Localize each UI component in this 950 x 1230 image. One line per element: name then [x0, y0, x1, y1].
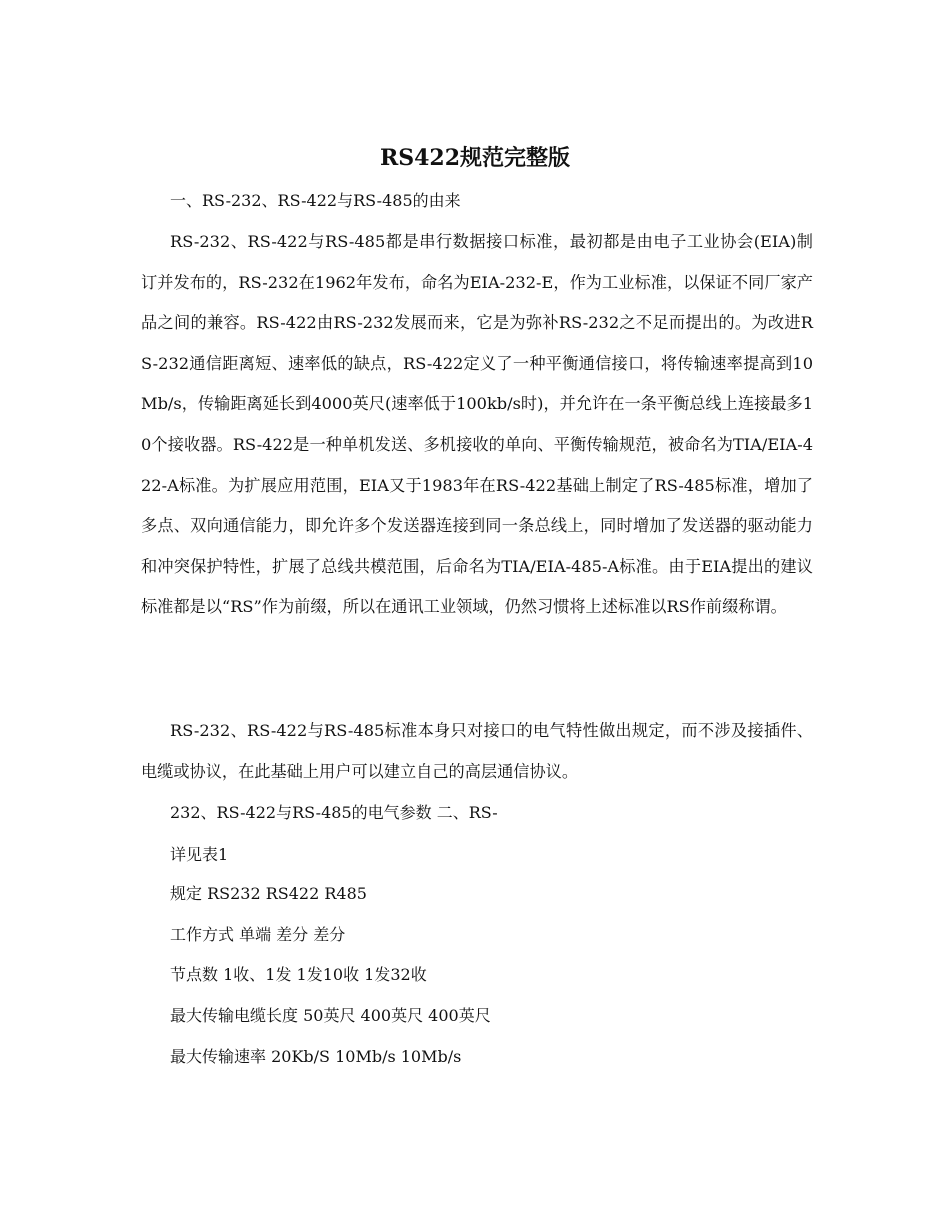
table-row: 最大传输速率 20Kb/S 10Mb/s 10Mb/s	[170, 1047, 462, 1066]
section-heading-origin: 一、RS-232、RS-422与RS-485的由来	[170, 191, 461, 210]
paragraph-history: RS-232、RS-422与RS-485都是串行数据接口标准，最初都是由电子工业协会(EIA)制订并发布的，RS-232在1962年发布，命名为EIA-232-E，作为工业标准，以保证不同厂家产品之间的兼容。RS-422由RS-232发展而来，它是为弥补RS-232之不足而提出的。为改进RS-232通信距离短、速率低的缺点，RS-422定义了一种平衡通信接口，将传输速率提高到10Mb/s，传输距离延长到4000英尺(速率低于100kb/s时)，并允许在一条平衡总线上连接最多10个接收器。RS-422是一种单机发送、多机接收的单向、平衡传输规范，被命名为TIA/EIA-422-A标准。为扩展应用范围，EIA又于1983年在RS-422基础上制定了RS-485标准，增加了多点、双向通信能力，即允许多个发送器连接到同一条总线上，同时增加了发送器的驱动能力和冲突保护特性，扩展了总线共模范围，后命名为TIA/EIA-485-A标准。由于EIA提出的建议标准都是以“RS”作为前缀，所以在通讯工业领域，仍然习惯将上述标准以RS作前缀称谓。	[141, 232, 813, 617]
table-row: 工作方式 单端 差分 差分	[170, 925, 346, 944]
table-reference: 详见表1	[170, 845, 229, 864]
section-heading-electrical: 232、RS-422与RS-485的电气参数 二、RS-	[170, 803, 498, 822]
table-row: 最大传输电缆长度 50英尺 400英尺 400英尺	[170, 1006, 491, 1025]
table-row: 节点数 1收、1发 1发10收 1发32收	[170, 965, 427, 984]
document-title: RS422规范完整版	[379, 145, 571, 171]
table-row: 规定 RS232 RS422 R485	[170, 884, 367, 903]
paragraph-scope: RS-232、RS-422与RS-485标准本身只对接口的电气特性做出规定，而不涉及接插件、电缆或协议，在此基础上用户可以建立自己的高层通信协议。	[141, 721, 813, 781]
